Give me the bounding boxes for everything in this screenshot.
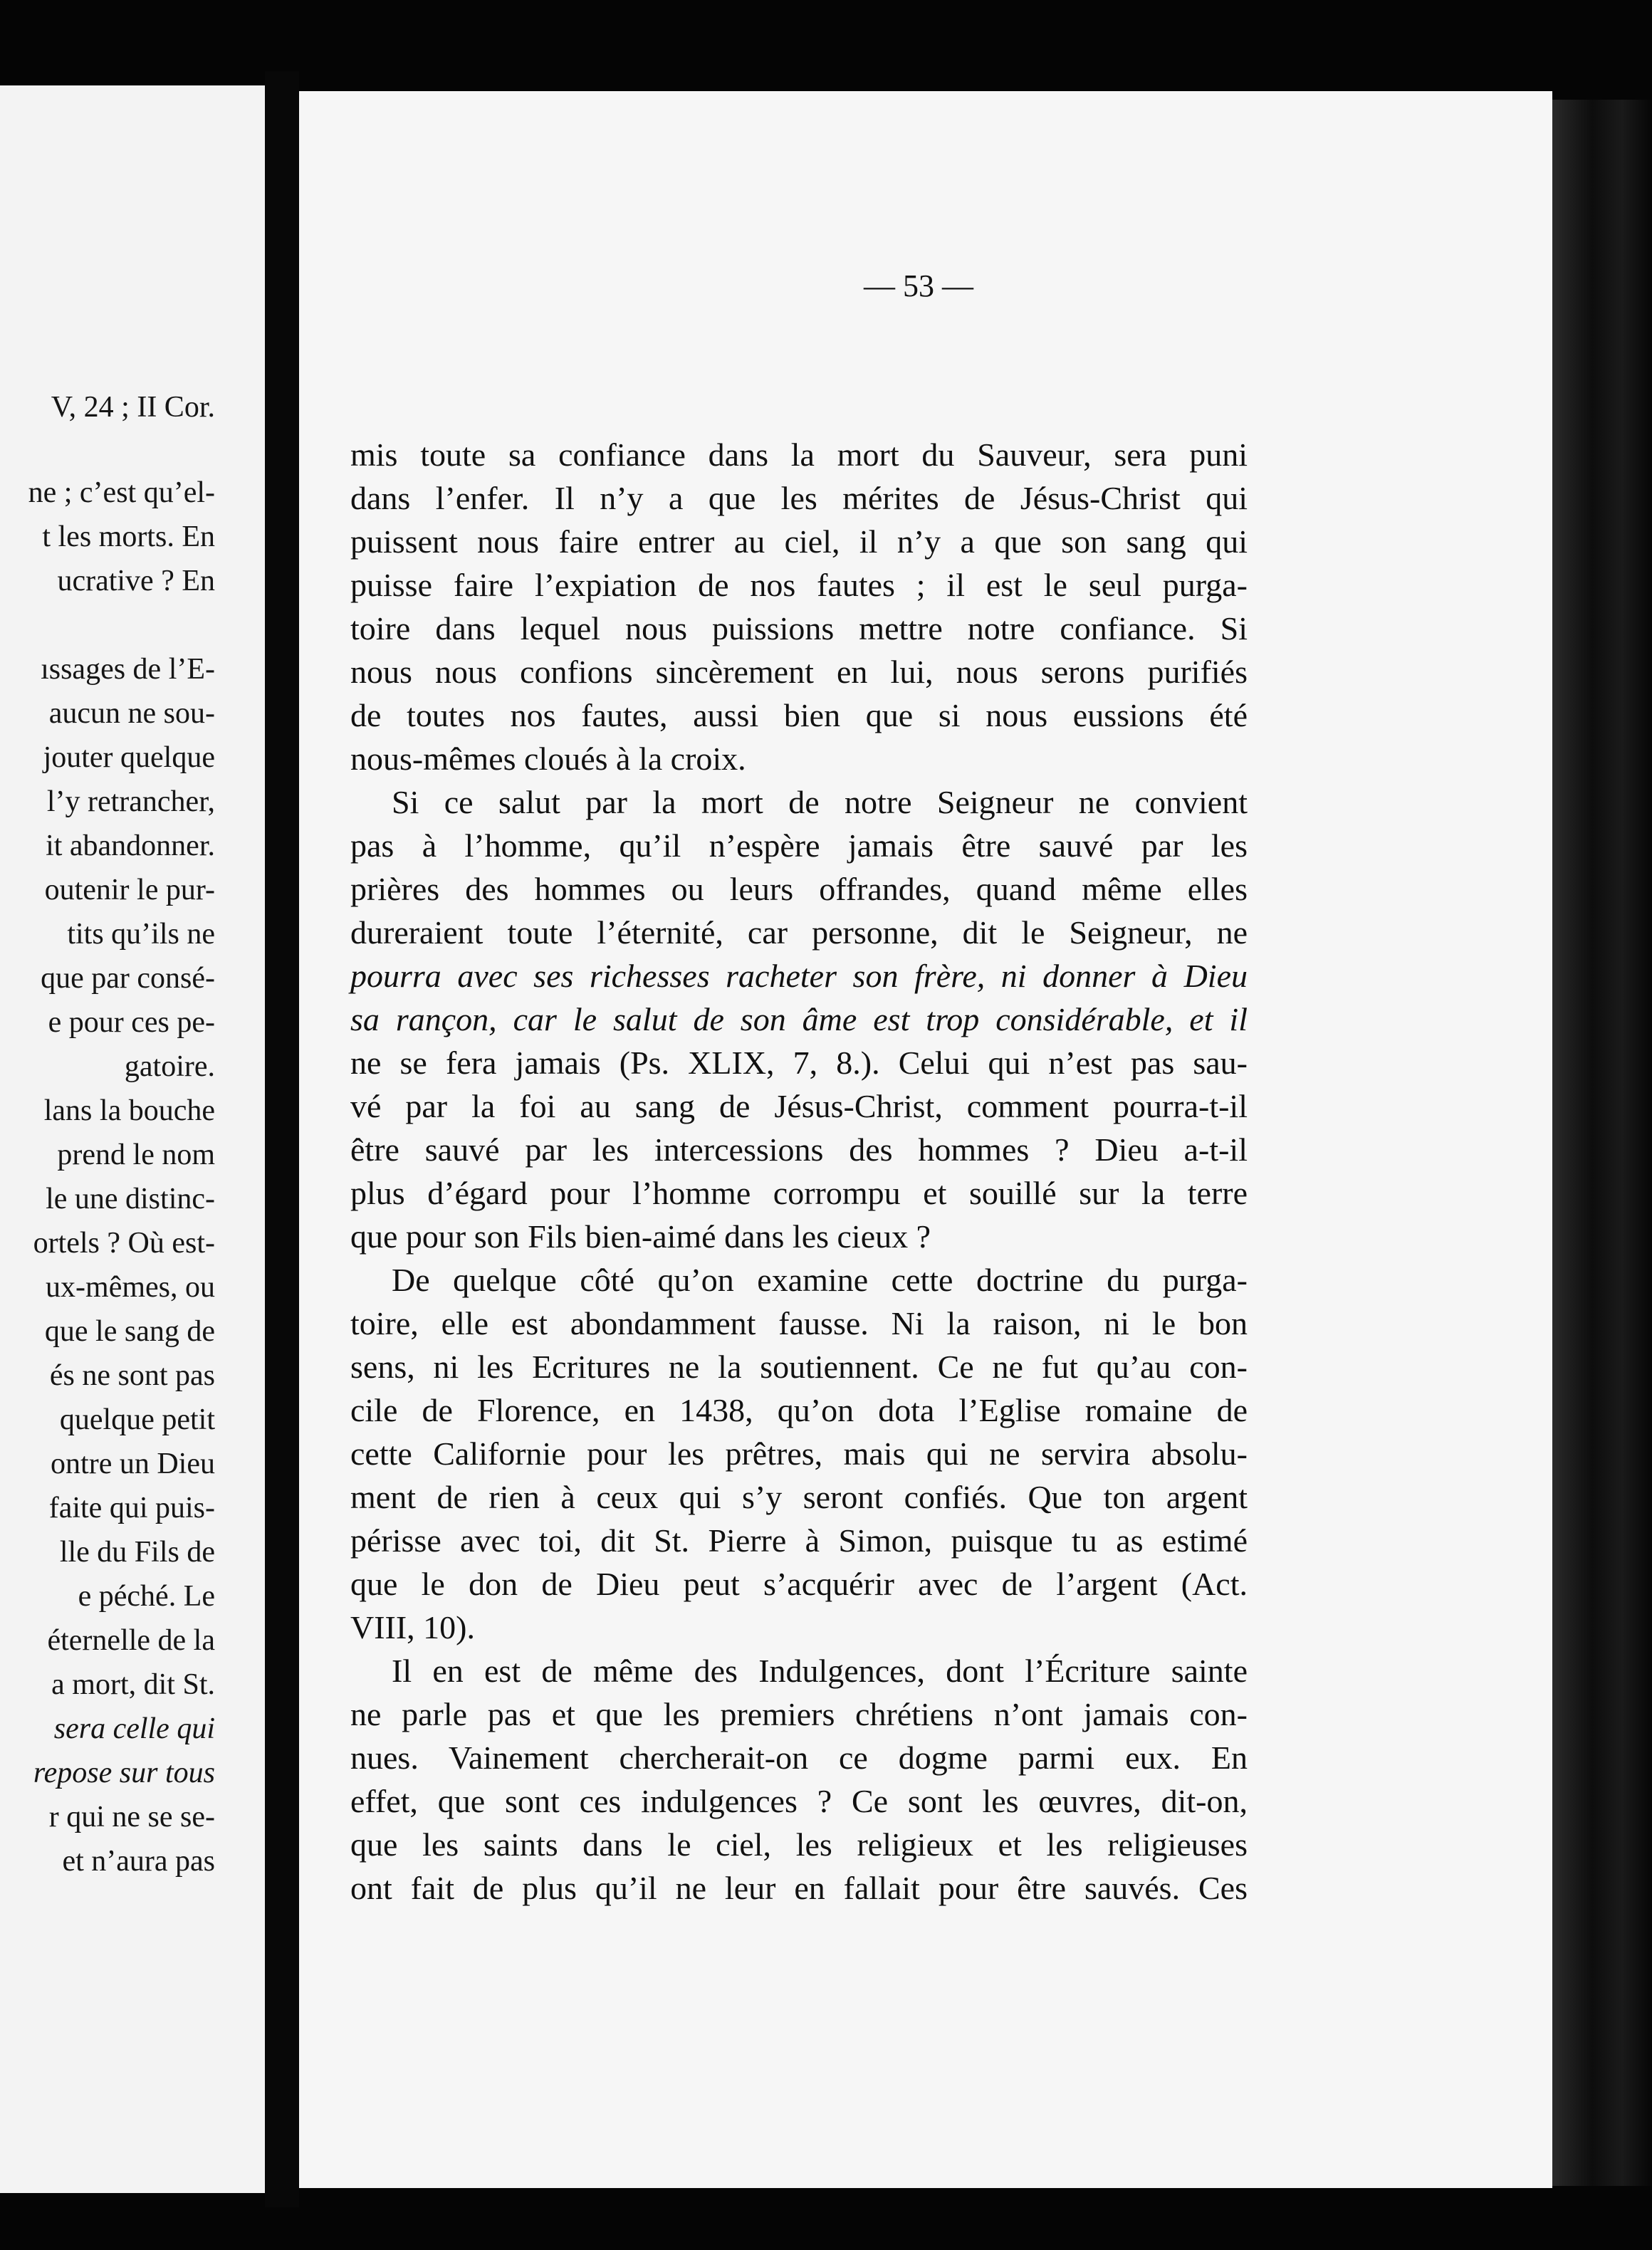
left-line: le une distinc- [46, 1183, 215, 1215]
left-line: repose sur tous [33, 1757, 215, 1789]
body-text [350, 433, 1248, 1910]
text-line: que le don de Dieu peut s’acquérir avec de l’argent (Act. [350, 1566, 1248, 1602]
text-line: pas à l’homme, qu’il n’espère jamais être sauvé par les [350, 827, 1248, 864]
text-line: nous-mêmes cloués à la croix. [350, 741, 746, 777]
page-edge-shadow [1552, 100, 1652, 2186]
left-line: ux-mêmes, ou [46, 1271, 215, 1304]
left-line: ıssages de l’E- [41, 653, 215, 686]
text-line: De quelque côté qu’on examine cette doctrine du purga- [392, 1262, 1248, 1298]
text-line: Il en est de même des Indulgences, dont l’Écriture sainte [392, 1653, 1248, 1689]
text-line: dans l’enfer. Il n’y a que les mérites de Jésus-Christ qui [350, 480, 1248, 516]
page-number: — 53 — [864, 268, 973, 303]
text-line: pourra avec ses richesses racheter son frère, ni donner à Dieu [350, 958, 1248, 994]
text-line: Si ce salut par la mort de notre Seigneur ne convient [392, 784, 1248, 820]
left-line: ortels ? Où est- [33, 1227, 215, 1260]
left-line: r qui ne se se- [48, 1801, 215, 1833]
text-line: toire, elle est abondamment fausse. Ni la raison, ni le bon [350, 1305, 1248, 1341]
text-line: de toutes nos fautes, aussi bien que si nous eussions été [350, 697, 1248, 733]
text-line: ne parle pas et que les premiers chrétiens n’ont jamais con- [350, 1696, 1248, 1732]
text-line: sa rançon, car le salut de son âme est trop considérable, et il [350, 1001, 1248, 1037]
text-line: sens, ni les Ecritures ne la soutiennent. Ce ne fut qu’au con- [350, 1349, 1248, 1385]
text-line: que pour son Fils bien-aimé dans les cieux ? [350, 1218, 931, 1255]
left-line: tits qu’ils ne [67, 918, 215, 951]
left-line: it abandonner. [46, 830, 215, 862]
left-line: a mort, dit St. [51, 1668, 215, 1701]
left-line: e péché. Le [78, 1580, 215, 1613]
text-line: cile de Florence, en 1438, qu’on dota l’Eglise romaine de [350, 1392, 1248, 1428]
book-gutter [265, 71, 299, 2207]
text-line: mis toute sa confiance dans la mort du Sauveur, sera puni [350, 436, 1248, 473]
left-line: et n’aura pas [62, 1845, 215, 1878]
text-line: nous nous confions sincèrement en lui, nous serons purifiés [350, 654, 1248, 690]
left-line: gatoire. [124, 1050, 215, 1083]
left-line: lans la bouche [43, 1094, 215, 1127]
left-page-fragment [0, 85, 265, 2193]
left-line: ne ; c’est qu’el- [28, 476, 215, 509]
text-line: puisse faire l’expiation de nos fautes ; il est le seul purga- [350, 567, 1248, 603]
left-line: quelque petit [59, 1403, 215, 1436]
left-line: faite qui puis- [48, 1492, 215, 1524]
text-line: cette Californie pour les prêtres, mais qui ne servira absolu- [350, 1435, 1248, 1472]
left-line: lle du Fils de [59, 1536, 215, 1569]
text-line: toire dans lequel nous puissions mettre notre confiance. Si [350, 610, 1248, 647]
text-line: dureraient toute l’éternité, car personne, dit le Seigneur, ne [350, 914, 1248, 951]
left-line: t les morts. En [42, 520, 215, 553]
text-line: être sauvé par les intercessions des hommes ? Dieu a-t-il [350, 1131, 1248, 1168]
text-line: prières des hommes ou leurs offrandes, quand même elles [350, 871, 1248, 907]
text-line: effet, que sont ces indulgences ? Ce sont les œuvres, dit-on, [350, 1783, 1248, 1819]
left-line: ucrative ? En [57, 565, 215, 597]
left-line: que par consé- [41, 962, 215, 995]
text-line: ment de rien à ceux qui s’y seront confiés. Que ton argent [350, 1479, 1248, 1515]
left-line: outenir le pur- [44, 874, 215, 906]
text-line: vé par la foi au sang de Jésus-Christ, comment pourra-t-il [350, 1088, 1248, 1124]
left-line: prend le nom [57, 1139, 215, 1171]
left-line: e pour ces pe- [48, 1006, 215, 1039]
text-line: nues. Vainement chercherait-on ce dogme parmi eux. En [350, 1739, 1248, 1776]
left-line: sera celle qui [53, 1712, 215, 1745]
text-line: périsse avec toi, dit St. Pierre à Simon, puisque tu as estimé [350, 1522, 1248, 1559]
text-line: puissent nous faire entrer au ciel, il n’y a que son sang qui [350, 523, 1248, 560]
left-line: éternelle de la [47, 1624, 215, 1657]
left-line: V, 24 ; II Cor. [51, 391, 215, 424]
text-line: ne se fera jamais (Ps. XLIX, 7, 8.). Celui qui n’est pas sau- [350, 1045, 1248, 1081]
text-line: que les saints dans le ciel, les religieux et les religieuses [350, 1826, 1248, 1863]
text-line: plus d’égard pour l’homme corrompu et souillé sur la terre [350, 1175, 1248, 1211]
left-line: que le sang de [44, 1315, 215, 1348]
left-line: és ne sont pas [49, 1359, 215, 1392]
right-page [299, 91, 1552, 2188]
text-line: ont fait de plus qu’il ne leur en fallait pour être sauvés. Ces [350, 1870, 1248, 1906]
left-line: aucun ne sou- [48, 697, 215, 730]
left-line: ontre un Dieu [51, 1448, 215, 1480]
left-line: jouter quelque [43, 741, 215, 774]
left-line: l’y retrancher, [46, 785, 215, 818]
text-line: VIII, 10). [350, 1609, 475, 1645]
